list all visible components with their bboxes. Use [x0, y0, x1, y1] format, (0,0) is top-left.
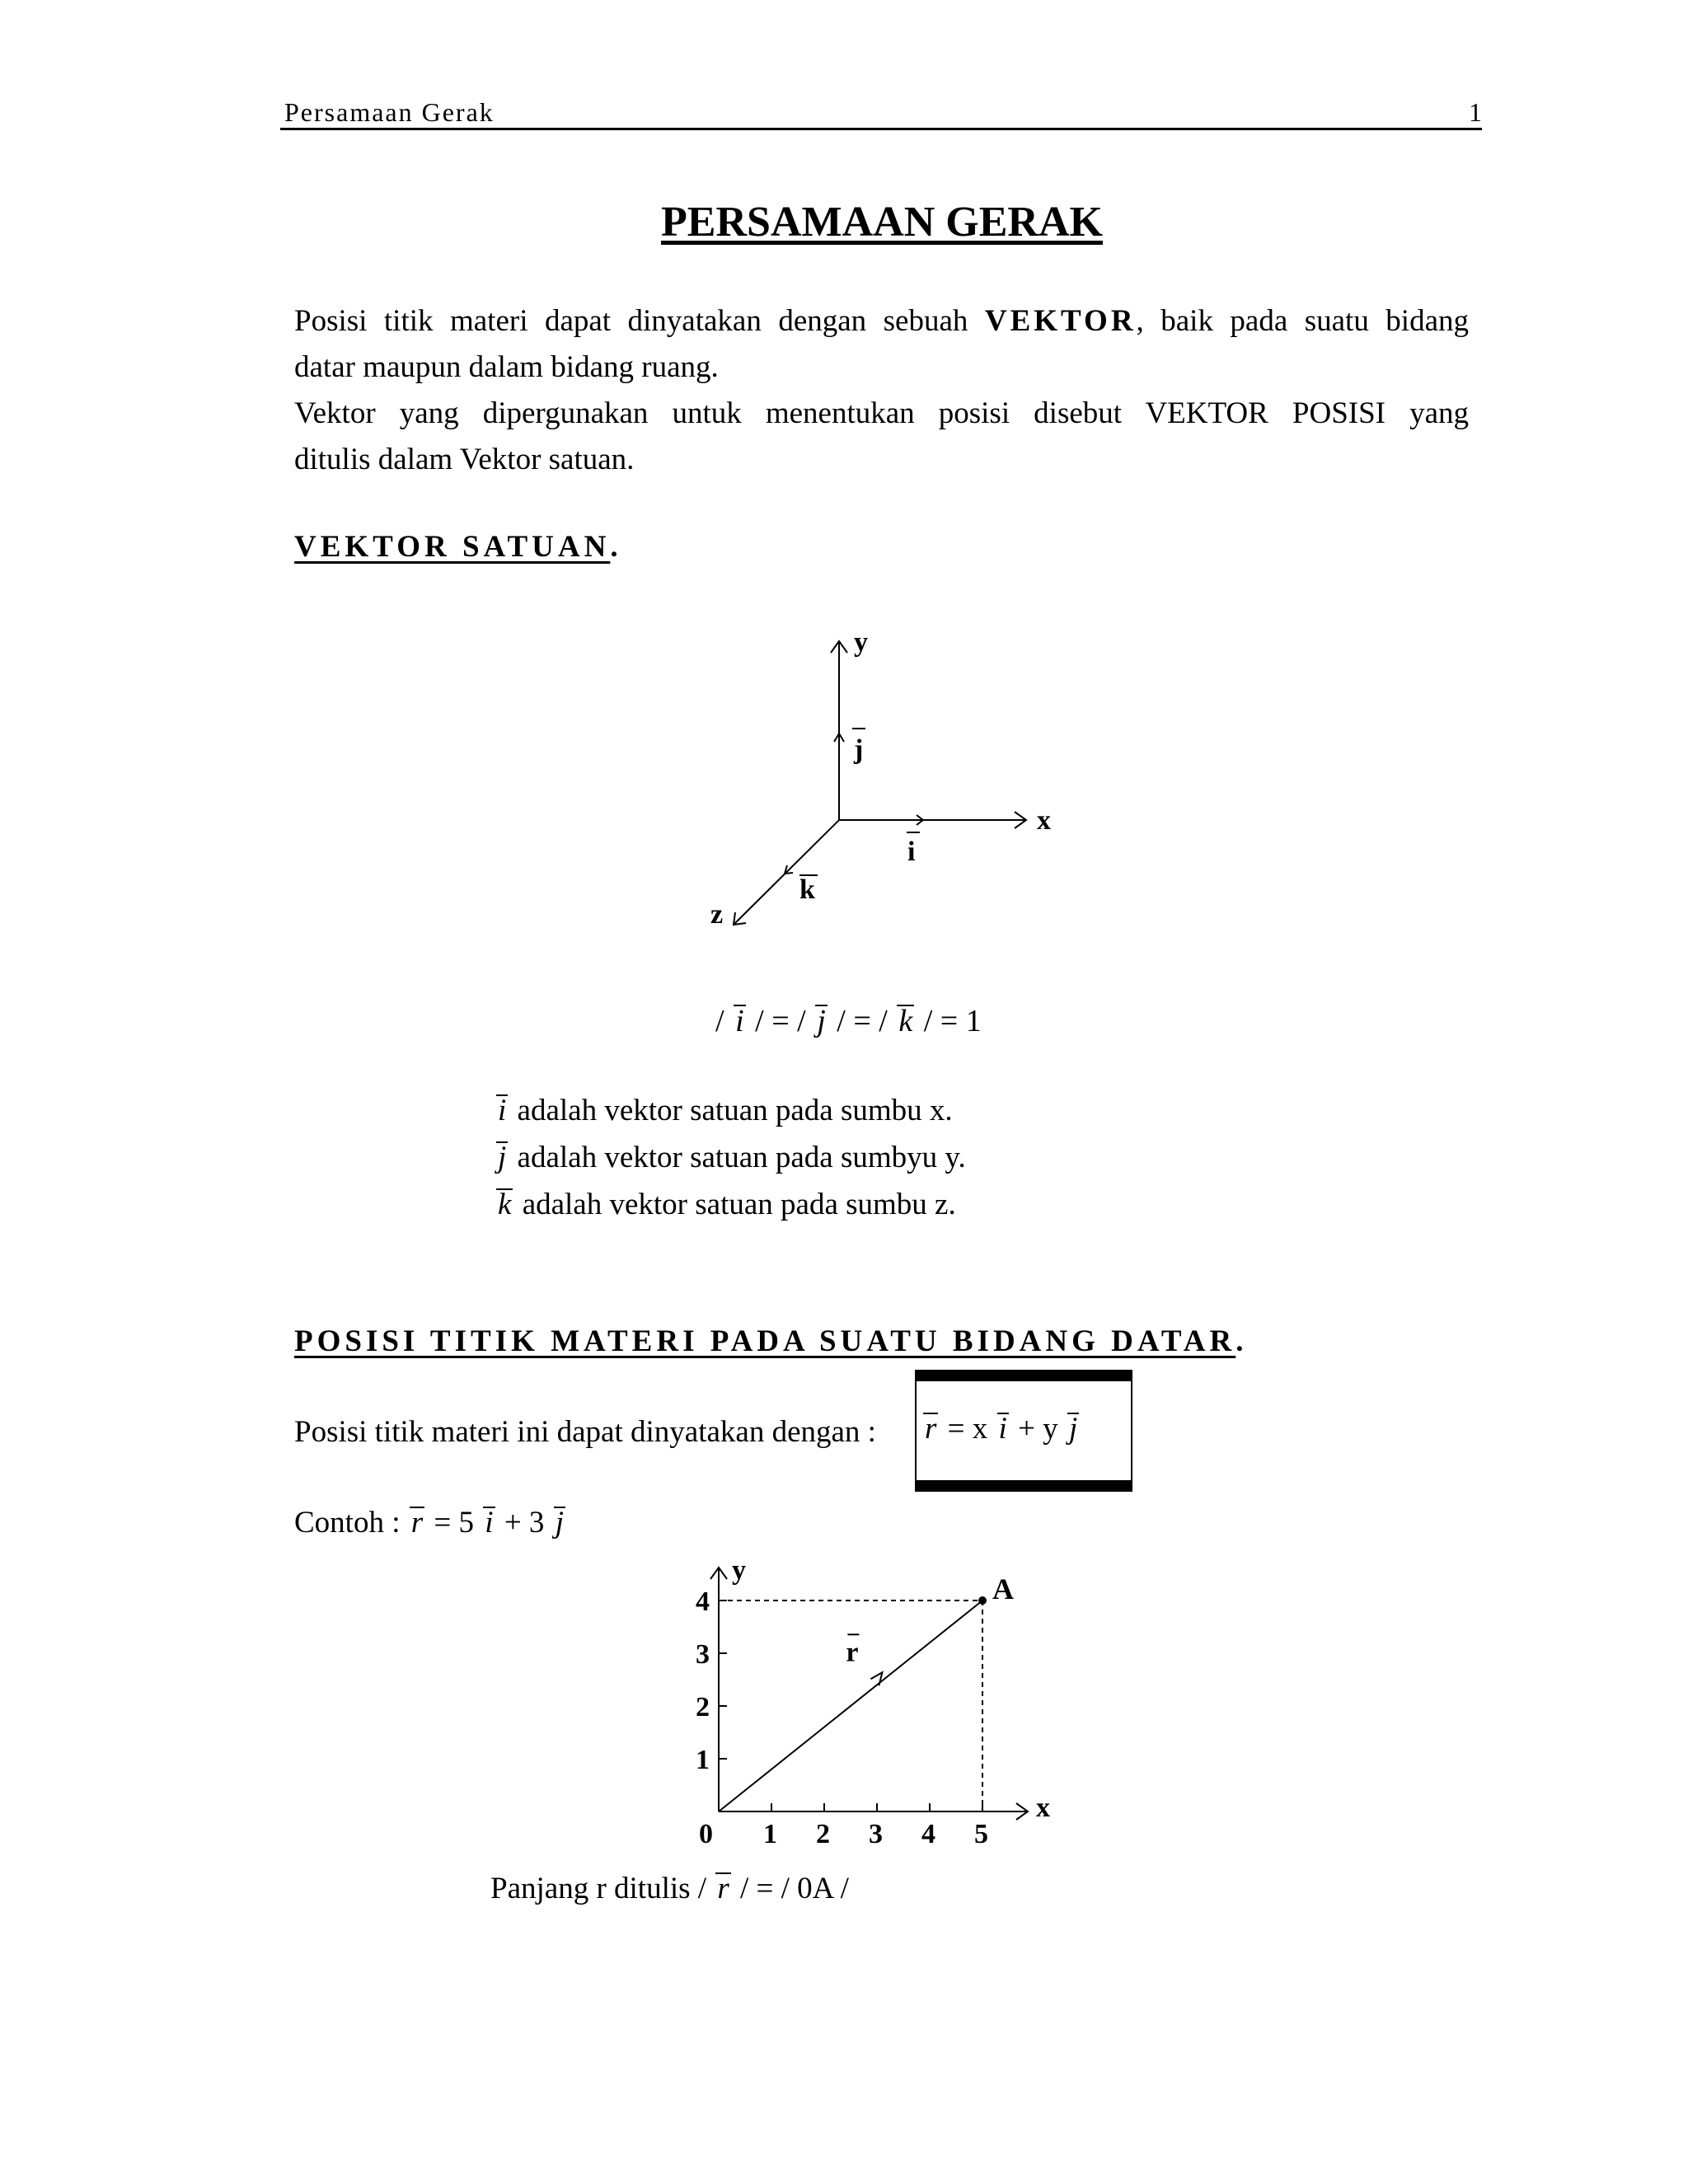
- intro-line-1: Posisi titik materi dapat dinyatakan dengan sebuah VEKTOR, baik pada suatu bidang: [294, 304, 1469, 338]
- vektor-bold: VEKTOR: [984, 304, 1137, 338]
- y-tick-label: 3: [696, 1639, 710, 1670]
- y-label: y: [854, 627, 868, 658]
- vector-arrow-head: [870, 1672, 882, 1685]
- unit-desc-i: i adalah vektor satuan pada sumbu x.: [495, 1093, 953, 1128]
- k-label: k: [799, 874, 815, 905]
- position-formula-box: [915, 1370, 1132, 1492]
- x-tick-label: 5: [974, 1819, 988, 1849]
- page-title: PERSAMAAN GERAK: [661, 199, 1103, 246]
- z-axis: [734, 820, 839, 925]
- x-tick-label: 3: [869, 1819, 883, 1849]
- axes-3d-diagram: [701, 626, 1096, 956]
- header-rule: [280, 128, 1482, 130]
- x-tick-label: 2: [816, 1819, 830, 1849]
- intro-line-3: Vektor yang dipergunakan untuk menentukan posisi disebut VEKTOR POSISI yang: [294, 396, 1469, 430]
- y-axis-label: y: [732, 1558, 746, 1586]
- x-tick-label: 4: [921, 1819, 935, 1849]
- example-line: Contoh : r = 5 i + 3 j: [294, 1505, 567, 1540]
- position-vector-chart: [676, 1558, 1104, 1854]
- intro-line-4: ditulis dalam Vektor satuan.: [294, 443, 635, 476]
- y-tick-label: 2: [696, 1692, 710, 1722]
- y-tick-label: 1: [696, 1745, 710, 1775]
- page-number: 1: [1469, 97, 1482, 127]
- unit-desc-k: k adalah vektor satuan pada sumbu z.: [495, 1187, 956, 1222]
- point-a-label: A: [992, 1572, 1014, 1605]
- unit-magnitude-equation: / i / = / j / = / k / = 1: [715, 1004, 982, 1038]
- intro-line-2: datar maupun dalam bidang ruang.: [294, 350, 719, 384]
- section-vektor-satuan: VEKTOR SATUAN.: [294, 530, 622, 564]
- i-label: i: [907, 837, 916, 867]
- x-tick-label: 0: [699, 1819, 713, 1849]
- running-header-title: Persamaan Gerak: [284, 97, 495, 127]
- position-vector-r: [719, 1601, 982, 1811]
- section-posisi-titik-materi: POSISI TITIK MATERI PADA SUATU BIDANG DATAR.: [294, 1324, 1248, 1358]
- length-line: Panjang r ditulis / r / = / 0A /: [490, 1872, 849, 1905]
- j-label: j: [854, 734, 864, 765]
- position-lead-text: Posisi titik materi ini dapat dinyatakan dengan :: [294, 1415, 876, 1449]
- z-label: z: [710, 899, 724, 930]
- y-tick-label: 4: [696, 1586, 710, 1617]
- position-formula: r = x i + y j: [921, 1411, 1081, 1446]
- point-a: [978, 1596, 987, 1605]
- vector-label: r: [846, 1637, 859, 1668]
- x-tick-label: 1: [763, 1819, 777, 1849]
- x-label: x: [1037, 805, 1051, 836]
- x-axis-label: x: [1036, 1793, 1050, 1823]
- unit-desc-j: j adalah vektor satuan pada sumbyu y.: [495, 1140, 966, 1175]
